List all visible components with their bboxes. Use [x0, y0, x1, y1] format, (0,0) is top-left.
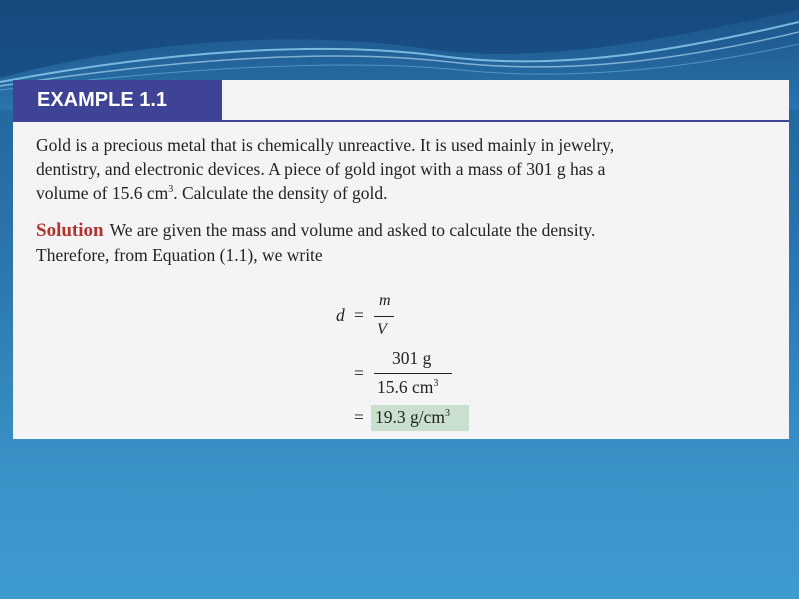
problem-line-2: dentistry, and electronic devices. A piece of gold ingot with a mass of 301 g has a [36, 159, 606, 179]
fraction-1-numerator: m [379, 292, 391, 309]
solution-line-2: Therefore, from Equation (1.1), we write [36, 245, 323, 265]
problem-line-1: Gold is a precious metal that is chemically unreactive. It is used mainly in jewelry, [36, 135, 615, 155]
problem-line-3: volume of 15.6 $cm^3$. Calculate the density of gold. [36, 183, 388, 203]
title-rule [13, 120, 789, 122]
equation-equals-2: = [354, 363, 364, 383]
problem-text [36, 133, 726, 205]
fraction-2-denominator: 15.6 $cm^3$ [377, 377, 439, 397]
solution-label: Solution [36, 220, 104, 241]
fraction-1-denominator: V [377, 321, 387, 338]
fraction-2-bar [374, 373, 452, 374]
solution-line-1: Solution We are given the mass and volume and asked to calculate the density. [36, 220, 596, 241]
fraction-1-bar [374, 316, 394, 317]
equation-equals-1: = [354, 305, 364, 325]
equation-lhs: d [336, 305, 345, 325]
solution-text [36, 218, 726, 267]
density-result: 19.3 $g/cm^3$ [375, 407, 450, 427]
equation-equals-3: = [354, 407, 364, 427]
example-title-tab: EXAMPLE 1.1 [13, 80, 222, 120]
example-panel [13, 80, 789, 439]
fraction-2-numerator: 301 g [392, 348, 432, 368]
